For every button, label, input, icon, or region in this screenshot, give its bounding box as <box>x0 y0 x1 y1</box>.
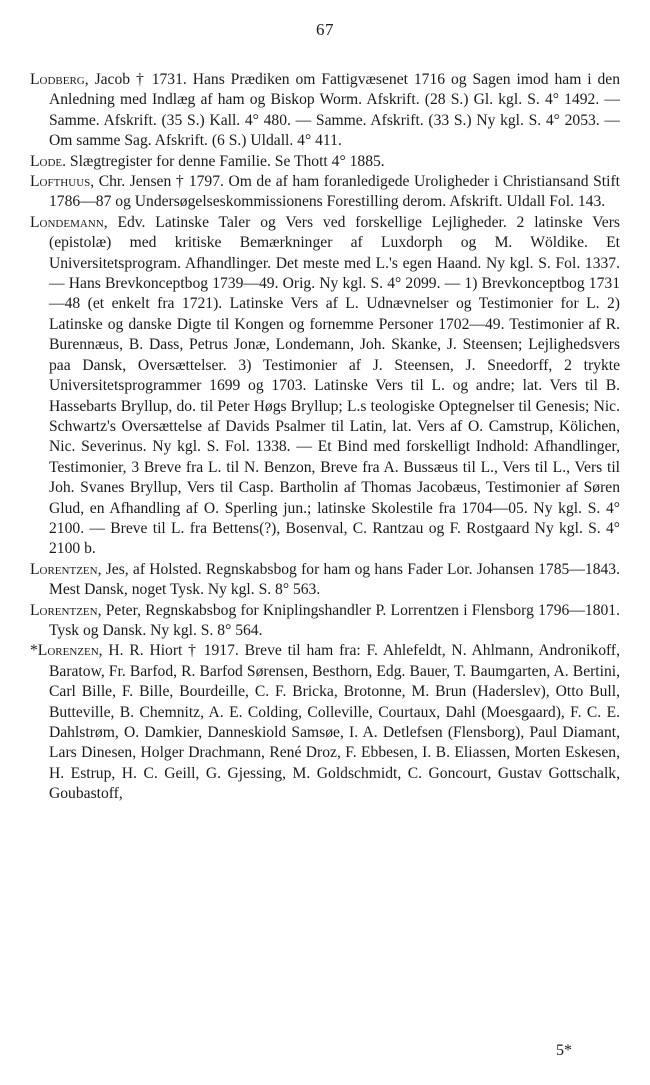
entry-headword: *Lorenzen, <box>30 642 103 660</box>
entry-text: Edv. Latinske Taler og Vers ved forskellige Lejligheder. 2 latinske Vers (epistolæ) med kritiske Bemærkninger af Luxdorph og M. Wöldike. Et Universitetsprogram. Afhandlinger. Det meste med L.'s egen Haand. Ny kgl. S. Fol. 1337. — Hans Brevkonceptbog 1739—49. Orig. Ny kgl. S. 4° 2099. — 1) Brevkonceptbog 1731—48 (et enkelt fra 1721). Latinske Vers af L. Udnævnelser og Testimonier for L. 2) Latinske og danske Digte til Kongen og fornemme Personer 1702—49. Testimonier af R. Burennæus, B. Dass, Petrus Jonæ, Londemann, Joh. Skanke, J. Steensen; Lejlighedsvers paa Dansk, Oversættelser. 3) Testimonier af J. Steensen, J. Sneedorff, 2 trykte Universitetsprogrammer 1699 og 1703. Latinske Vers til L. og andre; lat. Vers til B. Hassebarts Bryllup, do. til Peter Høgs Bryllup; L.s teologiske Optegnelser til Genesis; Nic. Schwartz's Oversættelse af Davids Psalmer til Latin, lat. Vers af O. Camstrup, Kölichen, Nic. Severinus. Ny kgl. S. Fol. 1338. — Et Bind med forskelligt Indhold: Afhandlinger, Testimonier, 3 Breve fra L. til N. Benzon, Breve fra A. Bussæus til L., Vers til L., Vers til Joh. Svanes Bryllup, Vers til Casp. Bartholin af Thomas Jacobæus, Testimonier af Søren Glud, en Afhandling af O. Sperling jun.; latinske Skolestile fra 1704—05. Ny kgl. S. 4° 2100. — Breve til L. fra Bettens(?), Bosenval, C. Rantzau og F. Rostgaard Ny kgl. S. 4° 2100 b. <box>49 213 620 558</box>
entry-headword: Lodberg, <box>30 71 89 88</box>
entry-text: Peter, Regnskabsbog for Kniplingshandler P. Lorrentzen i Flensborg 1796—1801. Tysk og Dansk. Ny kgl. S. 8° 564. <box>49 601 620 639</box>
entry-headword: Londemann, <box>30 213 108 231</box>
page-number: 67 <box>316 20 334 39</box>
entry-lorenzen <box>30 641 620 804</box>
entry-lofthuus <box>30 172 620 213</box>
entry-headword: Lode. <box>30 152 67 170</box>
entry-text: H. R. Hiort † 1917. Breve til ham fra: F. Ahlefeldt, N. Ahlmann, Andronikoff, Baratow, Fr. Barfod, R. Barfod Sørensen, Besthorn, Edg. Bauer, T. Baumgarten, A. Bertini, Carl Bille, F. Bille, Bourdeille, C. F. Bricka, Brotonne, M. Brun (Haderslev), Otto Bull, Butteville, B. Chemnitz, A. E. Colding, Colleville, Courtaux, Dahl (Moesgaard), F. C. E. Dahlstrøm, O. Damkier, Danneskiold Samsøe, I. A. Detlefsen (Flensborg), Paul Diamant, Lars Dinesen, Holger Drachmann, René Droz, F. Ebbesen, I. B. Eliassen, Morten Eskesen, H. Estrup, H. C. Geill, G. Gjessing, M. Goldschmidt, C. Goncourt, Gustav Gottschalk, Goubastoff, <box>49 642 620 803</box>
signature-mark: 5* <box>556 1042 572 1059</box>
entry-list <box>30 70 620 805</box>
entry-text: Slægtregister for denne Familie. Se Thott 4° 1885. <box>66 152 385 170</box>
entry-lorentzen-jes <box>30 560 620 601</box>
entry-text: Jes, af Holsted. Regnskabsbog for ham og hans Fader Lor. Johansen 1785—1843. Mest Dansk, noget Tysk. Ny kgl. S. 8° 563. <box>49 560 620 599</box>
document-page <box>30 20 620 805</box>
entry-headword: Lorentzen, <box>30 601 102 619</box>
entry-headword: Lofthuus, <box>30 173 95 191</box>
entry-lode <box>30 152 620 172</box>
entry-londemann <box>30 213 620 560</box>
entry-text: Jacob † 1731. Hans Prædiken om Fattigvæsenet 1716 og Sagen imod ham i den Anledning med Indlæg af ham og Biskop Worm. Afskrift. (28 S.) Gl. kgl. S. 4° 1492. — Samme. Afskrift. (35 S.) Kall. 4° 480. — Samme. Afskrift. (33 S.) Ny kgl. S. 4° 2053. — Om samme Sag. Afskrift. (6 S.) Uldall. 4° 411. <box>49 71 620 150</box>
entry-lodberg <box>30 70 620 152</box>
entry-headword: Lorentzen, <box>30 560 102 578</box>
entry-text: Chr. Jensen † 1797. Om de af ham foranledigede Uroligheder i Christiansand Stift 1786—87 og Undersøgelseskommissionens Forestilling derom. Afskrift. Uldall Fol. 143. <box>49 173 620 211</box>
entry-lorentzen-peter <box>30 601 620 642</box>
